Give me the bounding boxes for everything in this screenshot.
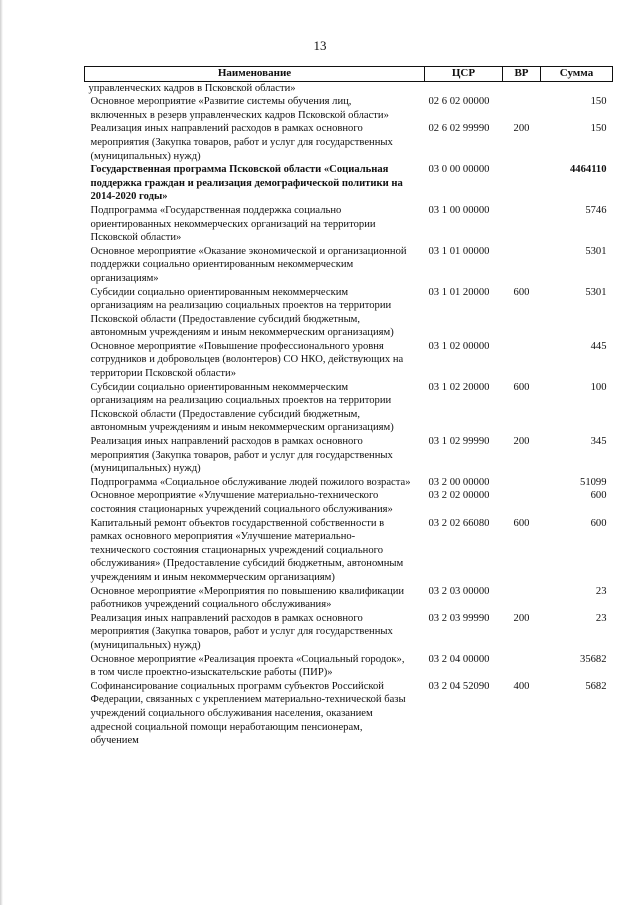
table-row bbox=[85, 204, 613, 245]
row-sum: 4464110 bbox=[570, 164, 607, 176]
row-csr: 03 1 02 99990 bbox=[428, 436, 490, 448]
table-row bbox=[85, 381, 613, 435]
row-vr: 200 bbox=[513, 612, 530, 624]
row-vr: 200 bbox=[513, 123, 530, 135]
row-sum: 5301 bbox=[585, 245, 607, 257]
row-name: Реализация иных направлений расходов в рамках основного мероприятия (Закупка товаров, работ и услуг для государственных (муниципальных) нужд) bbox=[90, 612, 393, 651]
table-row bbox=[85, 476, 613, 490]
row-vr bbox=[503, 81, 541, 95]
row-csr: 03 1 00 00000 bbox=[428, 204, 490, 216]
row-sum: 35682 bbox=[580, 653, 607, 665]
row-vr bbox=[503, 653, 541, 680]
row-vr: 400 bbox=[513, 680, 530, 692]
header-vr: ВР bbox=[503, 67, 541, 82]
row-csr: 03 2 03 00000 bbox=[428, 585, 490, 597]
row-name: Основное мероприятие «Развитие системы обучения лиц, включенных в резерв управленческих кадров Псковской области» bbox=[90, 96, 389, 121]
row-sum: 600 bbox=[590, 490, 607, 502]
table-row bbox=[85, 340, 613, 381]
table-row bbox=[85, 286, 613, 340]
row-csr: 03 1 02 00000 bbox=[428, 340, 490, 352]
row-vr bbox=[503, 340, 541, 381]
row-vr bbox=[503, 95, 541, 122]
row-csr: 03 1 01 00000 bbox=[428, 245, 490, 257]
row-name: Основное мероприятие «Реализация проекта «Социальный городок», в том числе проектно-изыскательские работы (ПИР)» bbox=[90, 653, 405, 679]
row-name: Основное мероприятие «Улучшение материально-технического состояния стационарных учреждений социального обслуживания» bbox=[90, 490, 393, 515]
row-vr: 200 bbox=[513, 436, 530, 448]
row-name: управленческих кадров в Псковской области» bbox=[88, 82, 296, 94]
table-row bbox=[85, 612, 613, 653]
row-name: Реализация иных направлений расходов в рамках основного мероприятия (Закупка товаров, работ и услуг для государственных (муниципальных) нужд) bbox=[90, 123, 393, 162]
row-name: Субсидии социально ориентированным некоммерческим организациям на реализацию социальных проектов на территории Псковской области (Предоставление субсидий бюджетным, автономным учреждениям и иным некоммерческим организациям) bbox=[90, 286, 394, 339]
row-name: Софинансирование социальных программ субъектов Российской Федерации, связанных с укреплением материально-технической базы учреждений социального обслуживания населения, оказанием адресной социальной помощи неработающим пенсионерам, обучением bbox=[90, 680, 406, 747]
row-vr bbox=[503, 204, 541, 245]
row-sum bbox=[541, 81, 613, 95]
row-sum: 345 bbox=[590, 436, 607, 448]
table-row bbox=[85, 653, 613, 680]
scan-edge-shadow bbox=[0, 0, 3, 905]
header-name: Наименование bbox=[85, 67, 425, 82]
row-sum: 23 bbox=[595, 585, 607, 597]
row-sum: 5301 bbox=[585, 286, 607, 298]
table-row bbox=[85, 81, 613, 95]
row-name: Основное мероприятие «Мероприятия по повышению квалификации работников учреждений социального обслуживания» bbox=[90, 585, 405, 611]
row-name: Государственная программа Псковской области «Социальная поддержка граждан и реализация демографической политики на 2014-2020 годы» bbox=[90, 164, 403, 203]
row-sum: 5746 bbox=[585, 204, 607, 216]
table-header-row bbox=[85, 67, 613, 82]
row-csr: 03 1 01 20000 bbox=[428, 286, 490, 298]
header-sum: Сумма bbox=[541, 67, 613, 82]
table-row bbox=[85, 435, 613, 476]
budget-table bbox=[84, 66, 613, 748]
row-sum: 600 bbox=[590, 517, 607, 529]
row-csr: 03 2 04 00000 bbox=[428, 653, 490, 665]
row-name: Субсидии социально ориентированным некоммерческим организациям на реализацию социальных проектов на территории Псковской области (Предоставление субсидий бюджетным, автономным учреждениям и иным некоммерческим организациям) bbox=[90, 381, 394, 434]
table-row bbox=[85, 95, 613, 122]
table-row bbox=[85, 680, 613, 748]
row-vr bbox=[503, 476, 541, 490]
row-csr: 03 2 04 52090 bbox=[428, 680, 490, 692]
row-sum: 150 bbox=[590, 96, 607, 108]
row-csr: 03 2 02 00000 bbox=[428, 490, 490, 502]
row-name: Подпрограмма «Государственная поддержка социально ориентированных некоммерческих организаций на территории Псковской области» bbox=[90, 204, 376, 244]
table-row bbox=[85, 245, 613, 286]
row-vr bbox=[503, 585, 541, 612]
table-row bbox=[85, 517, 613, 585]
row-vr bbox=[503, 489, 541, 516]
table-row bbox=[85, 489, 613, 516]
row-csr: 02 6 02 00000 bbox=[428, 96, 490, 108]
row-vr bbox=[503, 163, 541, 204]
row-name: Основное мероприятие «Повышение профессионального уровня сотрудников и добровольцев (волонтеров) СО НКО, действующих на территории Псковской области» bbox=[90, 340, 404, 380]
row-name: Подпрограмма «Социальное обслуживание людей пожилого возраста» bbox=[90, 476, 411, 488]
row-sum: 5682 bbox=[585, 680, 607, 692]
row-name: Капитальный ремонт объектов государственной собственности в рамках основного мероприятия «Улучшение материально-технического состояния стационарных учреждений социального обслуживания» (Предоставление субсидий бюджетным, автономным учреждениям и иным некоммерческим организациям) bbox=[90, 517, 404, 583]
row-sum: 100 bbox=[590, 381, 607, 393]
row-sum: 51099 bbox=[580, 476, 607, 488]
row-csr: 03 2 03 99990 bbox=[428, 612, 490, 624]
row-csr: 03 1 02 20000 bbox=[428, 381, 490, 393]
table-row bbox=[85, 585, 613, 612]
row-vr: 600 bbox=[513, 286, 530, 298]
page-number: 13 bbox=[313, 38, 327, 53]
row-name: Основное мероприятие «Оказание экономической и организационной поддержки социально ориентированным некоммерческим организациям» bbox=[90, 245, 407, 284]
row-csr: 03 0 00 00000 bbox=[428, 164, 490, 176]
row-csr: 03 2 02 66080 bbox=[428, 517, 490, 529]
row-vr: 600 bbox=[513, 381, 530, 393]
row-vr: 600 bbox=[513, 517, 530, 529]
header-csr: ЦСР bbox=[425, 67, 503, 82]
row-sum: 150 bbox=[590, 123, 607, 135]
row-sum: 23 bbox=[595, 612, 607, 624]
table-row bbox=[85, 122, 613, 163]
row-csr: 02 6 02 99990 bbox=[428, 123, 490, 135]
table-row-program bbox=[85, 163, 613, 204]
row-sum: 445 bbox=[590, 340, 607, 352]
row-name: Реализация иных направлений расходов в рамках основного мероприятия (Закупка товаров, работ и услуг для государственных (муниципальных) нужд) bbox=[90, 436, 393, 475]
row-vr bbox=[503, 245, 541, 286]
row-csr: 03 2 00 00000 bbox=[428, 476, 490, 488]
row-csr bbox=[425, 81, 503, 95]
